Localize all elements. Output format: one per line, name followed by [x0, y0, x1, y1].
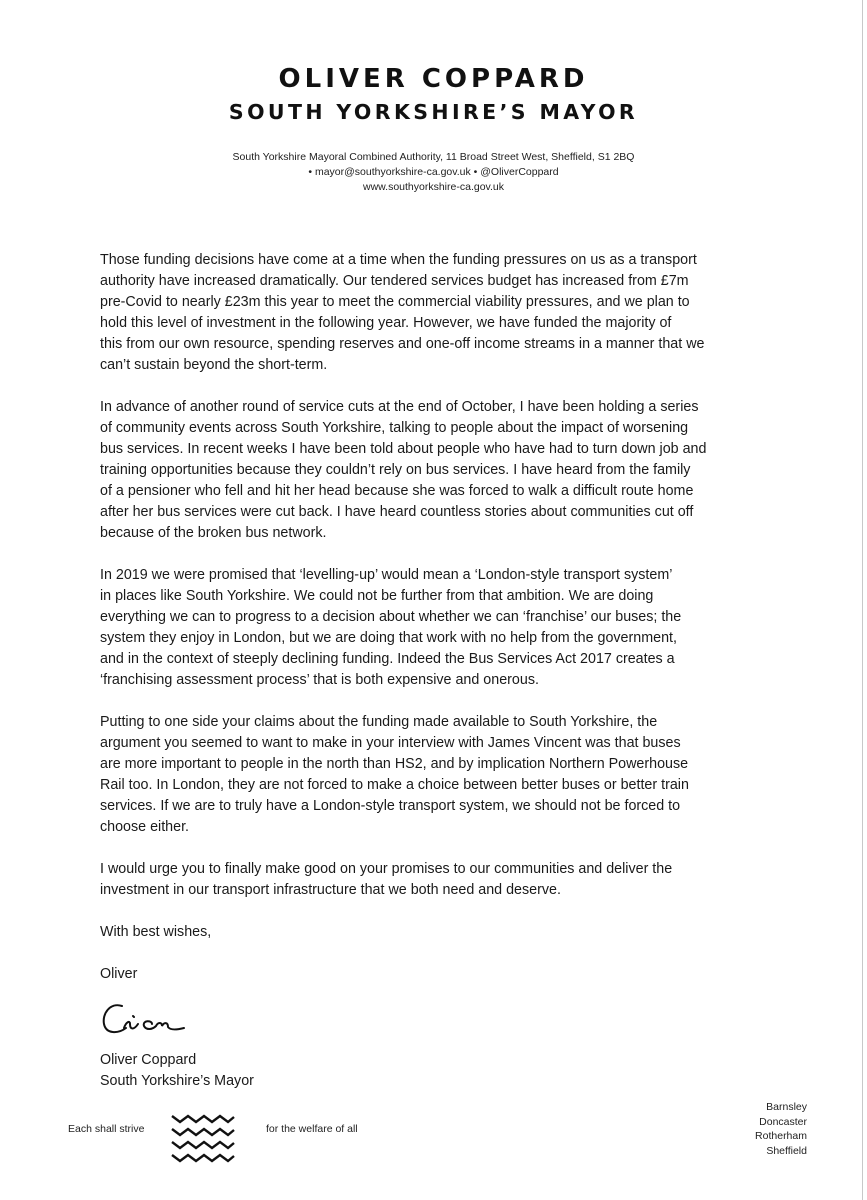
text-line: because of the broken bus network. [100, 525, 327, 541]
letterhead-contact [0, 150, 867, 195]
paragraph [100, 859, 800, 901]
text-line: Those funding decisions have come at a time when the funding pressures on us as a transport [100, 252, 697, 268]
address: South Yorkshire Mayoral Combined Authority, 11 Broad Street West, Sheffield, S1 2BQ [232, 151, 635, 163]
text-line: this from our own resource, spending reserves and one-off income streams in a manner that we [100, 336, 705, 352]
text-line: everything we can to progress to a decision about whether we can ‘franchise’ our buses; the [100, 609, 682, 625]
text-line: hold this level of investment in the following year. However, we have funded the majority of [100, 315, 672, 331]
text-line: and in the context of steeply declining funding. Indeed the Bus Services Act 2017 creates a [100, 651, 675, 667]
text-line: choose either. [100, 819, 190, 835]
paragraph [100, 964, 800, 985]
towns-list [755, 1100, 807, 1158]
text-line: authority have increased dramatically. Our tendered services budget has increased from £7m [100, 273, 689, 289]
letterhead-name: OLIVER COPPARD [278, 64, 589, 94]
text-line: Rail too. In London, they are not forced to make a choice between better buses or better train [100, 777, 689, 793]
text-line: system they enjoy in London, but we are doing that work with no help from the government, [100, 630, 677, 646]
text-line: argument you seemed to want to make in your interview with James Vincent was that buses [100, 735, 681, 751]
text-line: In 2019 we were promised that ‘levelling-up’ would mean a ‘London-style transport system’ [100, 567, 673, 583]
paragraph [100, 565, 800, 691]
text-line: Oliver [100, 966, 138, 982]
text-line: I would urge you to finally make good on your promises to our communities and deliver the [100, 861, 673, 877]
town: Sheffield [766, 1144, 807, 1157]
motto-right: for the welfare of all [266, 1123, 358, 1135]
signoff-name: Oliver Coppard [100, 1052, 197, 1068]
town: Doncaster [759, 1115, 807, 1128]
text-line: are more important to people in the north than HS2, and by implication Northern Powerhouse [100, 756, 689, 772]
signature [100, 1000, 210, 1040]
contact-line: • mayor@southyorkshire-ca.gov.uk • @OliverCoppard [308, 166, 559, 178]
text-line: training opportunities because they couldn’t rely on bus services. I have heard from the family [100, 462, 691, 478]
text-line: in places like South Yorkshire. We could not be further from that ambition. We are doing [100, 588, 654, 604]
text-line: of a pensioner who fell and hit her head because she was forced to walk a difficult route home [100, 483, 694, 499]
text-line: pre-Covid to nearly £23m this year to meet the commercial viability pressures, and we plan to [100, 294, 690, 310]
text-line: In advance of another round of service cuts at the end of October, I have been holding a series [100, 399, 699, 415]
waves-logo-icon [170, 1112, 236, 1164]
text-line: services. If we are to truly have a London-style transport system, we should not be forced to [100, 798, 681, 814]
town: Rotherham [755, 1130, 807, 1142]
text-line: after her bus services were cut back. I have heard countless stories about communities cut off [100, 504, 694, 520]
paragraph [100, 250, 800, 376]
text-line: Putting to one side your claims about the funding made available to South Yorkshire, the [100, 714, 658, 730]
town: Barnsley [766, 1101, 807, 1113]
paragraph [100, 397, 800, 544]
text-line: bus services. In recent weeks I have been told about people who have had to turn down job and [100, 441, 707, 457]
motto-left: Each shall strive [68, 1123, 145, 1135]
signoff [100, 1050, 254, 1092]
text-line: investment in our transport infrastructure that we both need and deserve. [100, 882, 561, 898]
letter-body [100, 250, 800, 1006]
paragraph [100, 922, 800, 943]
website: www.southyorkshire-ca.gov.uk [362, 181, 505, 193]
text-line: With best wishes, [100, 924, 212, 940]
text-line: ‘franchising assessment process’ that is both expensive and onerous. [100, 672, 539, 688]
text-line: can’t sustain beyond the short-term. [100, 357, 328, 373]
text-line: of community events across South Yorkshire, talking to people about the impact of worsening [100, 420, 689, 436]
letterhead-title: SOUTH YORKSHIRE’S MAYOR [228, 100, 639, 124]
paragraph [100, 712, 800, 838]
signoff-title: South Yorkshire’s Mayor [100, 1073, 254, 1089]
